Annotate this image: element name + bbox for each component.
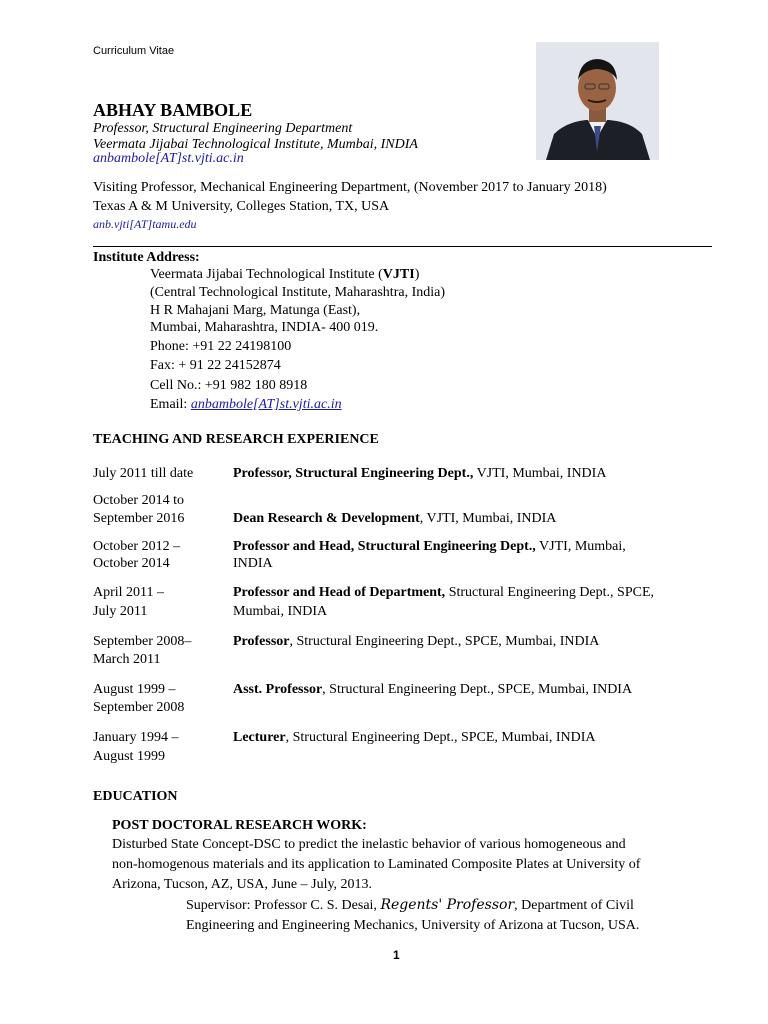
exp-date: October 2012 – (93, 539, 181, 554)
exp-role: Lecturer, Structural Engineering Dept., SPCE, Mumbai, INDIA (233, 730, 596, 745)
exp-date: January 1994 – (93, 730, 179, 745)
exp-role: Professor, Structural Engineering Dept., SPCE, Mumbai, INDIA (233, 634, 600, 649)
experience-heading: TEACHING AND RESEARCH EXPERIENCE (93, 432, 379, 447)
exp-role: Professor and Head, Structural Engineering Dept., VJTI, Mumbai, (233, 539, 626, 554)
address-line-3: H R Mahajani Marg, Matunga (East), (150, 303, 361, 318)
exp-date: October 2014 (93, 556, 170, 571)
address-heading: Institute Address: (93, 250, 200, 265)
exp-date: April 2011 – (93, 585, 165, 600)
exp-date: August 1999 – (93, 682, 176, 697)
exp-date: September 2008– (93, 634, 192, 649)
profile-photo (536, 42, 659, 160)
person-institute: Veermata Jijabai Technological Institute, Mumbai, INDIA (93, 137, 418, 152)
address-email-link[interactable]: anbambole[AT]st.vjti.ac.in (190, 397, 342, 412)
address-fax: Fax: + 91 22 24152874 (150, 358, 281, 373)
exp-role: Professor and Head of Department, Structural Engineering Dept., SPCE, (233, 585, 654, 600)
exp-date: October 2014 to (93, 493, 184, 508)
exp-role: Professor, Structural Engineering Dept., VJTI, Mumbai, INDIA (233, 466, 607, 481)
postdoc-heading: POST DOCTORAL RESEARCH WORK: (112, 818, 367, 833)
person-email[interactable]: anbambole[AT]st.vjti.ac.in (93, 151, 244, 166)
exp-role-cont: INDIA (233, 556, 273, 571)
supervisor-line-2: Engineering and Engineering Mechanics, University of Arizona at Tucson, USA. (186, 918, 640, 933)
address-phone: Phone: +91 22 24198100 (150, 339, 292, 354)
section-divider (93, 246, 712, 247)
exp-role: Asst. Professor, Structural Engineering Dept., SPCE, Mumbai, INDIA (233, 682, 633, 697)
person-name: ABHAY BAMBOLE (93, 100, 253, 120)
person-title: Professor, Structural Engineering Department (93, 121, 353, 136)
address-email-line: Email: anbambole[AT]st.vjti.ac.in (150, 397, 342, 412)
postdoc-text-2: non-homogenous materials and its application to Laminated Composite Plates at University of (112, 857, 641, 872)
education-heading: EDUCATION (93, 789, 178, 804)
exp-date: July 2011 (93, 604, 148, 619)
visiting-place: Texas A & M University, Colleges Station, TX, USA (93, 199, 390, 214)
postdoc-text-3: Arizona, Tucson, AZ, USA, June – July, 2013. (112, 877, 373, 892)
document-header: Curriculum Vitae (93, 45, 175, 57)
exp-date: July 2011 till date (93, 466, 194, 481)
supervisor-line: Supervisor: Professor C. S. Desai, Regents' Professor, Department of Civil (186, 897, 634, 913)
address-line-2: (Central Technological Institute, Maharashtra, India) (150, 285, 445, 300)
exp-role: Dean Research & Development, VJTI, Mumbai, INDIA (233, 511, 557, 526)
address-line-4: Mumbai, Maharashtra, INDIA- 400 019. (150, 320, 379, 335)
postdoc-text-1: Disturbed State Concept-DSC to predict the inelastic behavior of various homogeneous and (112, 837, 626, 852)
exp-date: August 1999 (93, 749, 165, 764)
exp-date: September 2016 (93, 511, 185, 526)
address-line-1: Veermata Jijabai Technological Institute (VJTI) (150, 267, 420, 282)
exp-date: September 2008 (93, 700, 185, 715)
visiting-email[interactable]: anb.vjti[AT]tamu.edu (93, 217, 197, 231)
page-number: 1 (393, 948, 400, 962)
exp-date: March 2011 (93, 652, 161, 667)
visiting-position: Visiting Professor, Mechanical Engineering Department, (November 2017 to January 2018) (93, 180, 607, 195)
exp-role-cont: Mumbai, INDIA (233, 604, 328, 619)
address-cell: Cell No.: +91 982 180 8918 (150, 378, 308, 393)
